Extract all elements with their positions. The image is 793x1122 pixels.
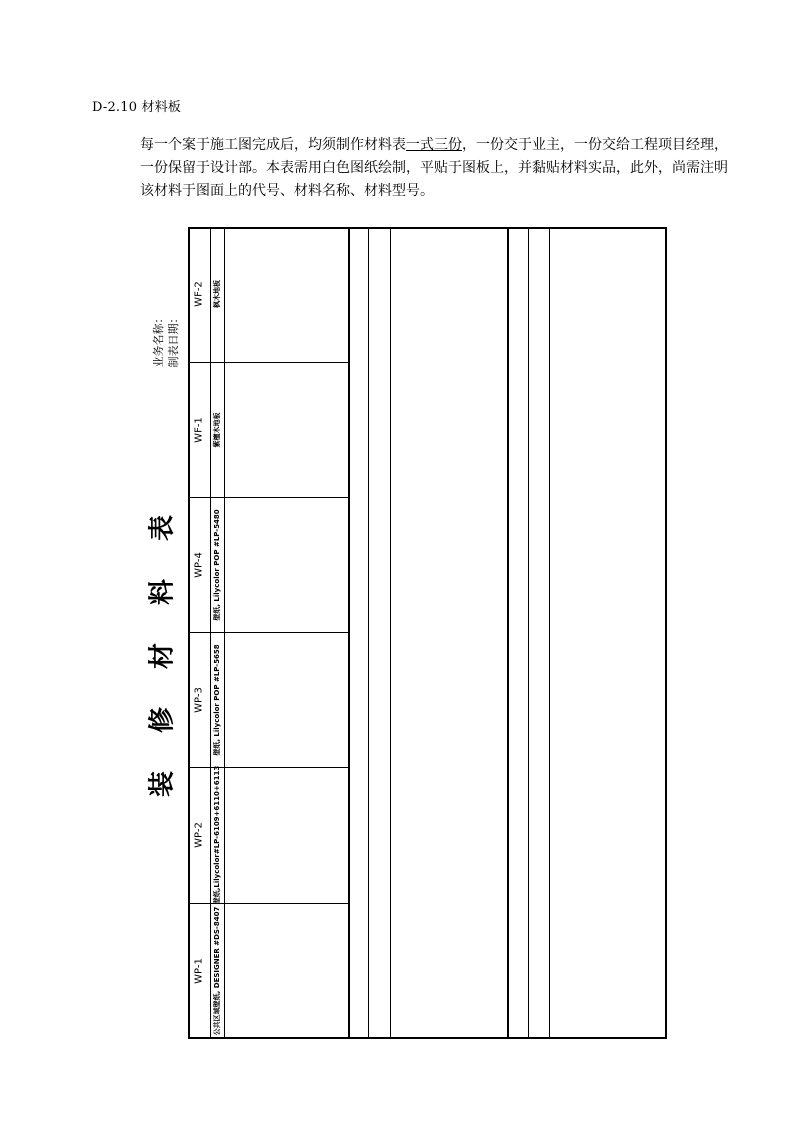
- material-table-frame: [188, 227, 667, 1039]
- row-divider: [188, 497, 349, 498]
- material-code: WF-2: [193, 281, 205, 307]
- material-name: 壁纸, Lilycolor POP #LP-5658: [213, 644, 221, 756]
- material-code: WF-1: [193, 417, 205, 443]
- paragraph-underlined-text: 一式三份: [406, 137, 462, 153]
- material-name: 壁纸,Lilycolor#LP-6109+6110+6113: [213, 765, 221, 905]
- grid-line: [528, 227, 529, 1039]
- material-name: 公共区域壁纸, DESIGNER #DS-8407: [213, 906, 221, 1036]
- paragraph-text-1: 每一个案于施工图完成后，均须制作材料表: [140, 137, 406, 153]
- paragraph-text-2: ，一份交于业主，一份交给工程项目经理，一份保留于设计部。本表需用白色图纸绘制，平贴于图板上，并黏贴材料实品，此外，尚需注明该材料于图面上的代号、材料名称、材料型号。: [140, 137, 728, 199]
- material-code: WP-1: [193, 958, 205, 984]
- section-paragraph: [140, 134, 740, 203]
- row-divider: [188, 362, 349, 363]
- grid-line: [507, 227, 509, 1039]
- material-name: 枫木地板: [213, 280, 221, 308]
- project-name-label: 业务名称：: [152, 312, 165, 368]
- material-name: 壁纸, Lilycolor POP #LP-5480: [213, 509, 221, 621]
- material-code: WP-4: [193, 552, 205, 578]
- grid-line: [210, 227, 211, 1039]
- grid-line: [348, 227, 350, 1039]
- grid-line: [549, 227, 550, 1039]
- sheet-date-label: 制表日期：: [167, 312, 180, 368]
- grid-line: [368, 227, 369, 1039]
- material-name: 紫檀木地板: [213, 412, 221, 448]
- grid-line: [224, 227, 225, 1039]
- material-code: WP-3: [193, 687, 205, 713]
- row-divider: [188, 632, 349, 633]
- material-code: WP-2: [193, 822, 205, 848]
- grid-line: [390, 227, 391, 1039]
- sheet-title: 装修材料表: [147, 476, 178, 798]
- section-heading: D-2.10 材料板: [92, 100, 182, 115]
